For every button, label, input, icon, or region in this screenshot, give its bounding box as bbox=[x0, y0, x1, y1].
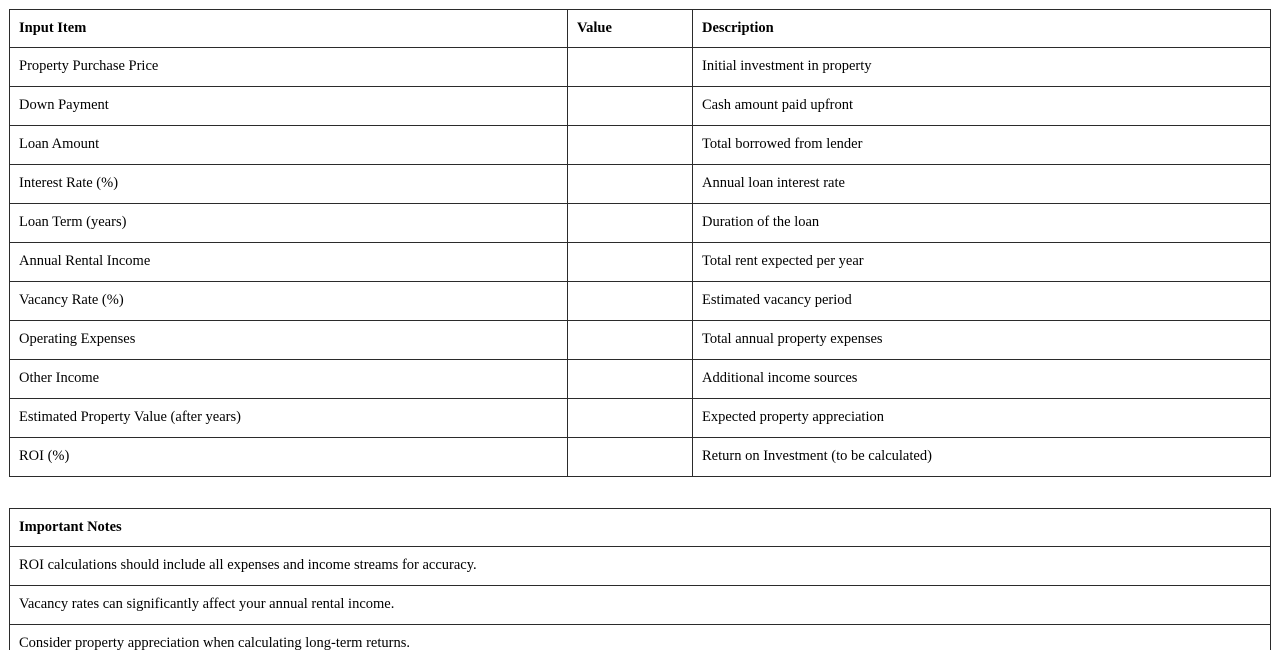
table-row bbox=[10, 282, 1271, 321]
table-row bbox=[10, 438, 1271, 477]
cell-value[interactable] bbox=[568, 321, 693, 360]
cell-value[interactable] bbox=[568, 48, 693, 87]
cell-input-item: Property Purchase Price bbox=[10, 48, 568, 87]
cell-note: Vacancy rates can significantly affect your annual rental income. bbox=[10, 586, 1271, 625]
table-row bbox=[10, 625, 1271, 650]
cell-description: Duration of the loan bbox=[693, 204, 1271, 243]
table-row bbox=[10, 321, 1271, 360]
table-header-row bbox=[10, 10, 1271, 48]
cell-description: Annual loan interest rate bbox=[693, 165, 1271, 204]
cell-note: Consider property appreciation when calculating long-term returns. bbox=[10, 625, 1271, 650]
column-header-description: Description bbox=[693, 10, 1271, 48]
cell-input-item: Estimated Property Value (after years) bbox=[10, 399, 568, 438]
cell-description: Initial investment in property bbox=[693, 48, 1271, 87]
cell-value[interactable] bbox=[568, 438, 693, 477]
cell-value[interactable] bbox=[568, 282, 693, 321]
notes-table-head bbox=[10, 509, 1271, 547]
table-row bbox=[10, 360, 1271, 399]
table-row bbox=[10, 243, 1271, 282]
cell-value[interactable] bbox=[568, 87, 693, 126]
table-row bbox=[10, 586, 1271, 625]
table-row bbox=[10, 165, 1271, 204]
input-table-head bbox=[10, 10, 1271, 48]
table-row bbox=[10, 204, 1271, 243]
table-row bbox=[10, 48, 1271, 87]
table-header-row bbox=[10, 509, 1271, 547]
cell-input-item: Down Payment bbox=[10, 87, 568, 126]
input-table-body bbox=[10, 48, 1271, 477]
cell-input-item: ROI (%) bbox=[10, 438, 568, 477]
table-row bbox=[10, 126, 1271, 165]
cell-value[interactable] bbox=[568, 360, 693, 399]
cell-value[interactable] bbox=[568, 204, 693, 243]
cell-input-item: Loan Amount bbox=[10, 126, 568, 165]
cell-description: Total borrowed from lender bbox=[693, 126, 1271, 165]
cell-input-item: Annual Rental Income bbox=[10, 243, 568, 282]
cell-note: ROI calculations should include all expenses and income streams for accuracy. bbox=[10, 547, 1271, 586]
cell-value[interactable] bbox=[568, 165, 693, 204]
cell-description: Estimated vacancy period bbox=[693, 282, 1271, 321]
cell-value[interactable] bbox=[568, 126, 693, 165]
cell-description: Expected property appreciation bbox=[693, 399, 1271, 438]
column-header-value: Value bbox=[568, 10, 693, 48]
cell-input-item: Operating Expenses bbox=[10, 321, 568, 360]
table-row bbox=[10, 87, 1271, 126]
cell-description: Additional income sources bbox=[693, 360, 1271, 399]
cell-input-item: Other Income bbox=[10, 360, 568, 399]
cell-value[interactable] bbox=[568, 399, 693, 438]
cell-description: Cash amount paid upfront bbox=[693, 87, 1271, 126]
table-row bbox=[10, 399, 1271, 438]
column-header-important-notes: Important Notes bbox=[10, 509, 1271, 547]
important-notes-table bbox=[9, 508, 1271, 650]
cell-input-item: Loan Term (years) bbox=[10, 204, 568, 243]
cell-input-item: Interest Rate (%) bbox=[10, 165, 568, 204]
column-header-input-item: Input Item bbox=[10, 10, 568, 48]
cell-description: Total annual property expenses bbox=[693, 321, 1271, 360]
cell-value[interactable] bbox=[568, 243, 693, 282]
roi-input-table bbox=[9, 9, 1271, 477]
cell-description: Total rent expected per year bbox=[693, 243, 1271, 282]
notes-table-body bbox=[10, 547, 1271, 650]
cell-description: Return on Investment (to be calculated) bbox=[693, 438, 1271, 477]
table-row bbox=[10, 547, 1271, 586]
cell-input-item: Vacancy Rate (%) bbox=[10, 282, 568, 321]
